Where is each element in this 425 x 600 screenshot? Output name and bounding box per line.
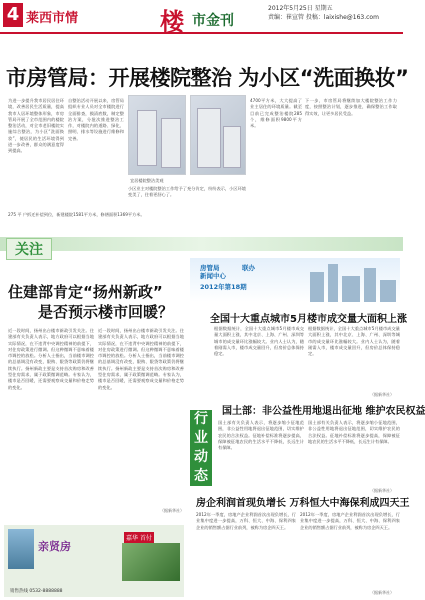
masthead: [0, 0, 403, 34]
right-story-3-headline: 房企利润首现负增长 万科恒大中海保利成四天王: [196, 498, 410, 509]
left-story-body-1: 近一段时间，扬州出台楼市新政引发关注。住建部有关负责人表示，地方政府可以根据当地实际情况，在不违背中央调控精神的前提下，对住房政策进行微调。但这种微调不意味着楼市调控的放松。分析人士指出，当前楼市调控的总基调没有改变，限购、限贷等政策仍将继续执行。扬州新政主要是支持首次购房和改善型住房需求，属于政策微调范畴。专家认为，楼市是否回暖，还需要观察成交量和价格走势的变化。: [8, 328, 94, 390]
paper-logo: [160, 2, 252, 36]
lead-photo-1: [128, 95, 186, 175]
paper-logo-small: 市金刊: [192, 13, 234, 29]
right-story-3-body-b: 2012年一季度，房地产企业利润首次出现负增长，行业集中度进一步提高，万科、恒大、中海、保利四家企业的销售额占据行业前列，被称为房企四天王。: [300, 512, 400, 530]
lead-headline: 市房管局：开展楼院整治 为小区“洗面换妆”: [6, 66, 409, 90]
lead-col-bottom: 275 平 户拆迁补偿到位，新建楼院1581平方米，修缮面积1369平方米。: [8, 212, 145, 217]
advert-contact: 销售热线 0532-8888888: [10, 589, 63, 594]
advert-tag: 嘉华 首付: [124, 532, 154, 543]
masthead-meta: [268, 4, 379, 22]
right-story-3-byline: （据新华社）: [370, 590, 394, 595]
paper-logo-big: 楼: [160, 8, 184, 36]
section-title: 莱西市情: [26, 11, 79, 26]
section-divider: [0, 237, 403, 251]
lead-col-4: 4700平方米，大大提高了业主居住的环境质量。截至目前已完成整治楼院285个，维修面积9800平方米。: [250, 98, 302, 129]
banner-issue: 2012年第18期: [200, 283, 247, 291]
lead-col-1: 为进一步提升我市居民居住环境，改善居民生活质量，提高我市人居环境整体形象，市房管局开展了全市范围内的楼院整治活动，对全市老旧楼院实施综合整治，为小区“洗面换妆”，使居民的生活环境得到进一步改善，群众的满意度得到提高。: [8, 98, 64, 154]
newsletter-banner: [190, 258, 400, 302]
lead-col-5: 下一步，市房管局将继续加大楼院整治工作力度，按照整治计划，逐步推进，确保整治工作取得实效，让更多居民受益。: [305, 98, 397, 116]
lead-col-2: 自整治活动开展以来，房管局组织专业人员对全市楼院进行全面排查，摸清底数，制定整治方案，分批次推进整治工作，对楼院内的道路、绿化、照明、排水等设施进行维修和完善。: [68, 98, 124, 141]
right-story-2-byline: （据新华社）: [370, 488, 394, 493]
real-estate-advert: [4, 525, 184, 597]
editor-line: 责编：崔宣管 投稿：laixishe@163.com: [268, 14, 379, 21]
right-story-1-body-a: 根据数据统计，全国十大重点城市5月楼市成交量大面积上涨，其中北京、上海、广州、深圳等城市的成交量环比涨幅较大。业内人士认为，随着刚需入市，楼市成交量回升，但房价总体保持稳定。: [214, 326, 304, 357]
left-story-byline: （据新华社）: [160, 508, 184, 513]
lead-photo-2: [190, 95, 246, 175]
right-story-1-body-b: 根据数据统计，全国十大重点城市5月楼市成交量大面积上涨，其中北京、上海、广州、深圳等城市的成交量环比涨幅较大。业内人士认为，随着刚需入市，楼市成交量回升，但房价总体保持稳定。: [308, 326, 400, 357]
left-story-headline-1: 住建部肯定“扬州新政”: [8, 283, 163, 301]
banner-tag-2: 联办: [242, 264, 255, 272]
left-story-headline: [8, 282, 173, 322]
right-story-2-body-b: 国土部有关负责人表示，将逐步缩小征地范围，非公益性用地将退出征地范围，切实维护农民的合法权益。征地补偿标准将逐步提高，保障被征地农民的生活水平不降低，长远生计有保障。: [308, 420, 400, 444]
left-story-body-2: 近一段时间，扬州出台楼市新政引发关注。住建部有关负责人表示，地方政府可以根据当地实际情况，在不违背中央调控精神的前提下，对住房政策进行微调。但这种微调不意味着楼市调控的放松。分析人士指出，当前楼市调控的总基调没有改变，限购、限贷等政策仍将继续执行。扬州新政主要是支持首次购房和改善型住房需求，属于政策微调范畴。专家认为，楼市是否回暖，还需要观察成交量和价格走势的变化。: [98, 328, 184, 390]
banner-tag-1: 房管局 新闻中心: [200, 264, 226, 280]
lead-col-3: 小区业主对楼院整治工作给予了充分肯定，纷纷表示，小区环境变美了，住着更舒心了。: [128, 186, 246, 198]
right-story-2-headline: 国土部：非公益性用地退出征地 维护农民权益: [222, 406, 425, 417]
date-line: 2012年5月25日 星期五: [268, 5, 333, 12]
page-number: 4: [3, 3, 23, 27]
right-story-2-body-a: 国土部有关负责人表示，将逐步缩小征地范围，非公益性用地将退出征地范围，切实维护农民的合法权益。征地补偿标准将逐步提高，保障被征地农民的生活水平不降低，长远生计有保障。: [218, 420, 304, 451]
left-story-headline-2: 是否预示楼市回暖？: [38, 303, 174, 321]
advert-title: 亲贤房: [38, 540, 71, 553]
right-story-3-body-a: 2012年一季度，房地产企业利润首次出现负增长，行业集中度进一步提高，万科、恒大、中海、保利四家企业的销售额占据行业前列，被称为房企四天王。: [196, 512, 296, 530]
photo-caption: 宜居楼院整洁美观: [130, 178, 164, 183]
advert-photo-left: [8, 529, 34, 569]
right-story-1-headline: 全国十大重点城市5月楼市成交量大面积上涨: [210, 314, 407, 325]
industry-news-label: 行业动态: [190, 410, 212, 486]
right-story-1-byline: （据新华社）: [370, 392, 394, 397]
advert-photo-right: [122, 543, 180, 581]
focus-tag: 关注: [6, 238, 52, 260]
